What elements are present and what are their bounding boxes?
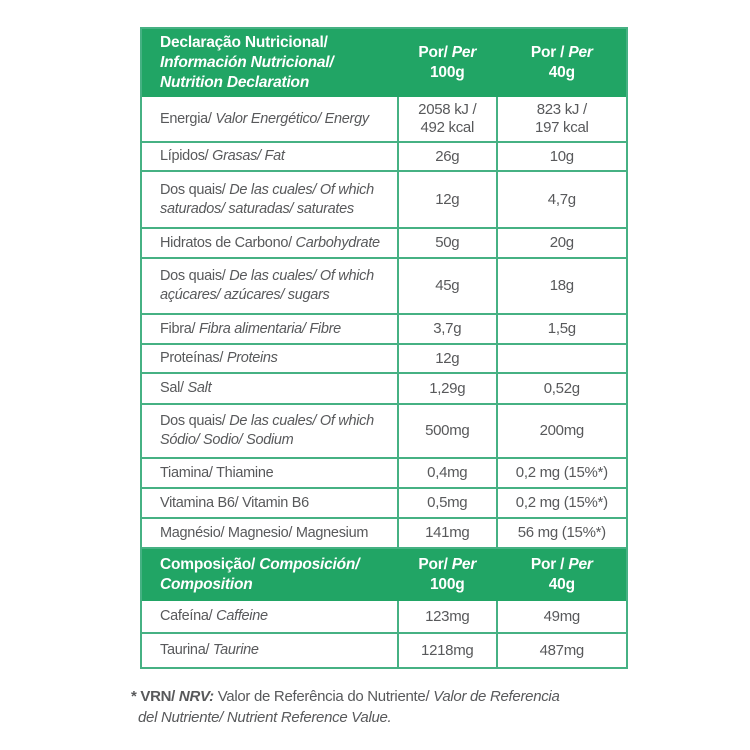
row-thiamine-value-40g: 0,2 mg (15%*) [515,464,608,481]
text-segment: saturados/ saturadas/ saturates [160,200,354,217]
text-segment: Proteínas/ [160,350,224,366]
row-saturates-value-40g: 4,7g [547,190,576,208]
text-segment: Salt [183,380,212,396]
row-fat-per-40g-cell [496,143,626,170]
row-label-line [160,267,393,286]
row-sodium-value-40g: 200mg [539,422,584,439]
text-segment: Composition [160,576,253,593]
row-sodium-per-100g-cell [397,405,496,457]
header-col-line [500,575,624,595]
row-carbohydrate-per-40g-cell [496,229,626,257]
row-taurine [142,634,626,667]
text-segment: Per [447,44,477,61]
row-thiamine-label-cell [142,459,397,487]
row-label-line [160,431,393,450]
text-segment: VRN/ [140,688,176,705]
row-sodium-value-100g: 500mg [425,422,470,439]
text-segment: Información Nutricional/ [160,54,334,71]
header-title-line [160,53,393,73]
header-col-line [401,555,494,575]
text-segment: açúcares/ azúcares/ sugars [160,287,330,303]
row-label-line [160,412,393,431]
header-title-line [160,575,393,595]
composition-header [142,549,626,601]
row-saturates-per-100g-cell [397,172,496,227]
text-segment: Por / [530,44,565,61]
row-label-line [160,147,393,166]
row-energy [142,97,626,143]
row-thiamine-per-40g-cell [496,459,626,487]
row-thiamine [142,459,626,489]
row-fibre-label-cell [142,315,397,343]
row-magnesium-value-40g: 56 mg (15%*) [517,524,606,541]
row-thiamine-value-100g: 0,4mg [427,464,468,481]
row-sugars-value-40g: 18g [549,277,574,294]
nutrition-declaration-header-per-40g-cell [496,29,626,97]
row-sugars-label-cell [142,259,397,313]
text-segment: Nutrition Declaration [160,74,310,91]
row-salt-value-100g: 1,29g [429,379,466,397]
text-segment: Composição/ [160,556,256,573]
row-vitamin-b6-value-40g: 0,2 mg (15%*) [515,494,608,511]
row-fat-per-100g-cell [397,143,496,170]
text-segment: Caffeine [212,608,268,624]
footnote-line [131,707,623,728]
row-saturates-label-cell [142,172,397,227]
row-energy-per-40g-cell [496,97,626,141]
header-title-line [160,73,393,93]
row-salt [142,374,626,405]
row-carbohydrate-value-100g: 50g [435,234,460,251]
row-carbohydrate-label-cell [142,229,397,257]
text-segment: Composición/ [255,556,360,573]
row-energy-value-40g: 197 kcal [535,119,589,136]
row-sugars-per-40g-cell [496,259,626,313]
row-label-line [160,286,393,305]
row-label-line [160,464,393,483]
header-col-line [401,43,494,63]
row-caffeine-per-100g-cell [397,601,496,632]
text-segment: Taurine [209,642,259,658]
row-taurine-label-cell [142,634,397,667]
header-col-line [401,63,494,83]
text-segment: Proteins [223,350,278,366]
text-segment: Por/ [418,556,448,573]
text-segment: Taurina/ [160,642,210,658]
row-carbohydrate-per-100g-cell [397,229,496,257]
text-segment: 100g [430,64,465,81]
text-segment: 100g [430,576,465,593]
row-magnesium [142,519,626,549]
nutrition-declaration-header-label-cell [142,29,397,97]
text-segment: De las cuales/ Of which [225,413,374,429]
row-label-line [160,524,393,543]
row-label-line [160,379,393,398]
row-fibre [142,315,626,345]
row-label-line [160,494,393,513]
text-segment: Dos quais/ [160,413,226,429]
row-protein-value-100g: 12g [435,349,460,367]
text-segment: Fibra alimentaria/ Fibre [195,320,341,337]
row-thiamine-per-100g-cell [397,459,496,487]
text-segment: Energia/ [160,110,212,127]
text-segment: Grasas/ Fat [208,148,285,164]
row-label-line [160,234,393,253]
text-segment: del Nutriente/ Nutrient Reference Value. [138,709,392,726]
text-segment: Hidratos de Carbono/ [160,234,292,251]
row-salt-value-40g: 0,52g [543,379,580,397]
row-vitamin-b6-per-100g-cell [397,489,496,517]
footnote-line [131,686,623,707]
header-title-line [160,33,393,53]
row-sugars-per-100g-cell [397,259,496,313]
row-sugars [142,259,626,315]
row-fat [142,143,626,172]
nrv-footnote [131,686,623,728]
text-segment: Tiamina/ Thiamine [160,464,274,481]
composition-header-label-cell [142,549,397,601]
text-segment: Sódio/ Sodio/ Sodium [160,432,294,448]
row-sugars-value-100g: 45g [435,277,460,294]
composition-header-per-100g-cell [397,549,496,601]
text-segment: Fibra/ [160,320,196,337]
row-label-line [160,349,393,368]
row-taurine-value-100g: 1218mg [421,641,474,659]
row-energy-label-cell [142,97,397,141]
nutrition-declaration-header [142,29,626,97]
row-salt-label-cell [142,374,397,403]
row-carbohydrate-value-40g: 20g [549,234,574,251]
row-taurine-value-40g: 487mg [539,641,584,659]
row-label-line [160,200,393,219]
row-sodium-per-40g-cell [496,405,626,457]
row-vitamin-b6-per-40g-cell [496,489,626,517]
text-segment: Por/ [418,44,448,61]
text-segment: Sal/ [160,380,184,396]
text-segment: Carbohydrate [291,234,380,251]
row-energy-per-100g-cell [397,97,496,141]
row-protein-label-cell [142,345,397,372]
text-segment: Per [447,556,477,573]
text-segment: Per [564,44,593,61]
row-caffeine-per-40g-cell [496,601,626,632]
row-caffeine [142,601,626,634]
row-fat-label-cell [142,143,397,170]
text-segment: Por / [530,556,565,573]
row-label-line [160,607,393,626]
row-magnesium-label-cell [142,519,397,547]
row-fibre-value-40g: 1,5g [547,320,576,337]
row-vitamin-b6-label-cell [142,489,397,517]
text-segment: Dos quais/ [160,181,226,198]
row-saturates-value-100g: 12g [435,190,460,208]
row-saturates [142,172,626,229]
nutrition-declaration-header-per-100g-cell [397,29,496,97]
row-salt-per-40g-cell [496,374,626,403]
header-col-line [401,575,494,595]
text-segment: Cafeína/ [160,608,213,624]
text-segment: * [131,688,141,705]
text-segment: Lípidos/ [160,148,209,164]
row-fat-value-100g: 26g [435,147,460,165]
row-protein [142,345,626,374]
text-segment: Valor Energético/ Energy [211,110,369,127]
text-segment: 40g [548,576,575,593]
row-taurine-per-40g-cell [496,634,626,667]
header-col-line [500,555,624,575]
row-vitamin-b6 [142,489,626,519]
row-label-line [160,181,393,200]
row-caffeine-value-40g: 49mg [543,607,580,625]
row-protein-per-40g-cell [496,345,626,372]
row-magnesium-value-100g: 141mg [425,524,470,541]
row-protein-per-100g-cell [397,345,496,372]
text-segment: Valor de Referência do Nutriente/ [213,688,434,705]
text-segment: De las cuales/ Of which [225,181,374,198]
row-salt-per-100g-cell [397,374,496,403]
row-magnesium-per-40g-cell [496,519,626,547]
header-title-line [160,555,393,575]
text-segment: De las cuales/ Of which [225,268,374,284]
text-segment: Valor de Referencia [433,688,560,705]
row-sodium [142,405,626,459]
row-caffeine-value-100g: 123mg [425,607,470,625]
text-segment: Vitamina B6/ Vitamin B6 [160,494,309,511]
header-col-line [500,43,624,63]
row-energy-value-100g: 2058 kJ / [418,101,477,118]
row-fibre-per-40g-cell [496,315,626,343]
text-segment: NRV: [175,688,214,705]
text-segment: Declaração Nutricional/ [160,34,328,51]
row-magnesium-per-100g-cell [397,519,496,547]
header-col-line [500,63,624,83]
row-label-line [160,641,393,660]
nutrition-table [140,27,628,669]
text-segment: Dos quais/ [160,268,226,284]
row-label-line [160,320,393,339]
row-fat-value-40g: 10g [549,147,574,165]
row-fibre-value-100g: 3,7g [433,320,462,337]
text-segment: Per [564,556,593,573]
row-sodium-label-cell [142,405,397,457]
row-carbohydrate [142,229,626,259]
row-vitamin-b6-value-100g: 0,5mg [427,494,468,511]
row-taurine-per-100g-cell [397,634,496,667]
text-segment: Magnésio/ Magnesio/ Magnesium [160,524,369,541]
row-caffeine-label-cell [142,601,397,632]
composition-header-per-40g-cell [496,549,626,601]
text-segment: 40g [548,64,575,81]
row-energy-value-100g: 492 kcal [420,119,474,136]
row-saturates-per-40g-cell [496,172,626,227]
row-label-line [160,110,393,129]
row-energy-value-40g: 823 kJ / [536,101,587,118]
row-fibre-per-100g-cell [397,315,496,343]
